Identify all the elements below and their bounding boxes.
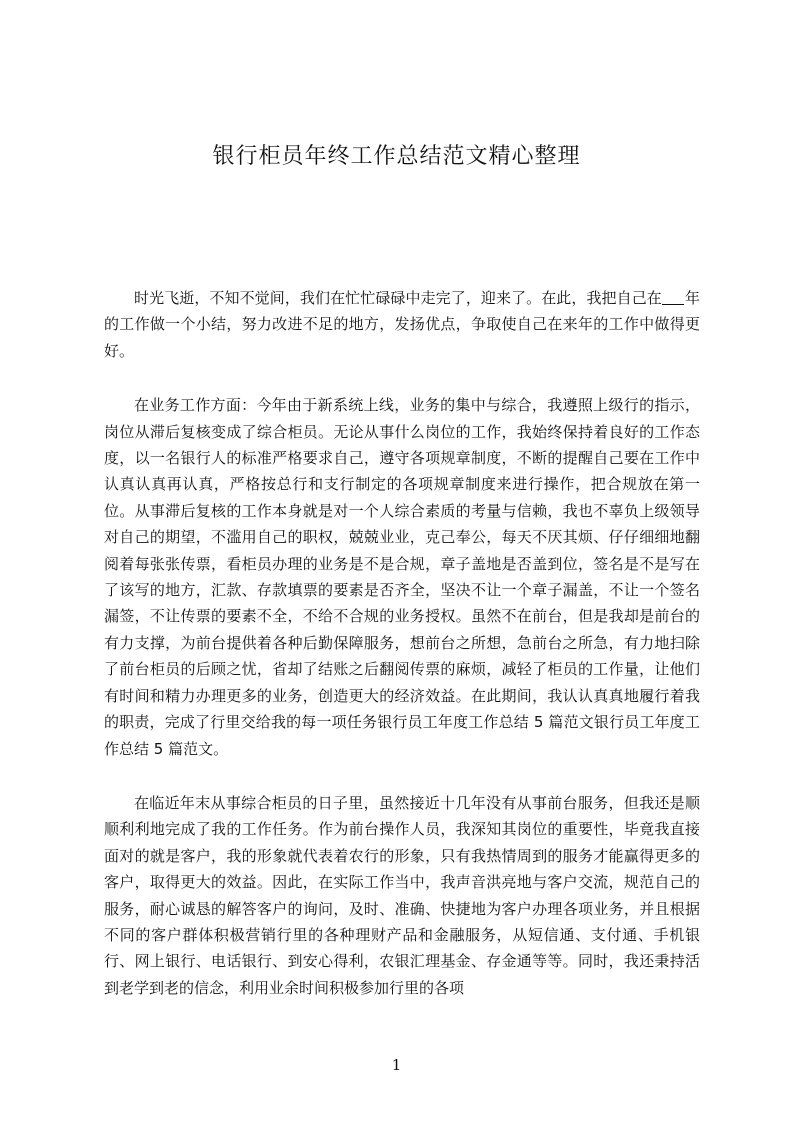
paragraph-teller-service: 在临近年末从事综合柜员的日子里，虽然接近十几年没有从事前台服务，但我还是顺顺利利地完成了我的工作任务。作为前台操作人员，我深知其岗位的重要性，毕竟我直接面对的就是客户，我的形象就代表着农行的形象，只有我热情周到的服务才能赢得更多的客户，取得更大的效益。因此，在实际工作当中，我声音洪亮地与客户交流，规范自己的服务，耐心诚恳的解答客户的询问，及时、准确、快捷地为客户办理各项业务，并且根据不同的客户群体积极营销行里的各种理财产品和金融服务，从短信通、支付通、手机银行、网上银行、电话银行、到安心得利，农银汇理基金、存金通等等。同时，我还秉持活到老学到老的信念，利用业余时间积极参加行里的各项 [104,793,700,997]
page-number: 1 [391,1056,402,1074]
year-blank-line [662,290,684,305]
paragraph-business-work: 在业务工作方面：今年由于新系统上线，业务的集中与综合，我遵照上级行的指示，岗位从滞后复核变成了综合柜员。无论从事什么岗位的工作，我始终保持着良好的工作态度，以一名银行人的标准严格要求自己，遵守各项规章制度，不断的提醒自己要在工作中认真认真再认真，严格按总行和支行制定的各项规章制度来进行操作，把合规放在第一位。从事滞后复核的工作本身就是对一个人综合素质的考量与信赖，我也不辜负上级领导对自己的期望，不滥用自己的职权，兢兢业业，克己奉公，每天不厌其烦、仔仔细细地翻阅着每张张传票，看柜员办理的业务是不是合规，章子盖地是否盖到位，签名是不是写在了该写的地方，汇款、存款填票的要素是否齐全，坚决不让一个章子漏盖，不让一个签名漏签，不让传票的要素不全，不给不合规的业务授权。虽然不在前台，但是我却是前台的有力支撑，为前台提供着各种后勤保障服务，想前台之所想，急前台之所急，有力地扫除了前台柜员的后顾之忧，省却了结账之后翻阅传票的麻烦，减轻了柜员的工作量，让他们有时间和精力办理更多的业务，创造更大的经济效益。在此期间，我认认真真地履行着我的职责，完成了行里交给我的每一项任务银行员工年度工作总结 5 篇范文银行员工年度工作总结 5 篇范文。 [104,396,700,758]
page-title: 银行柜员年终工作总结范文精心整理 [212,144,581,169]
paragraph-intro [104,285,700,364]
intro-text-part-2: 年的工作做一个小结，努力改进不足的地方，发扬优点，争取使自己在来年的工作中做得更好。 [104,289,700,360]
body-text [104,285,700,1029]
intro-text-part-1: 时光飞逝，不知不觉间，我们在忙忙碌碌中走完了，迎来了。在此，我把自己在 [134,289,662,307]
